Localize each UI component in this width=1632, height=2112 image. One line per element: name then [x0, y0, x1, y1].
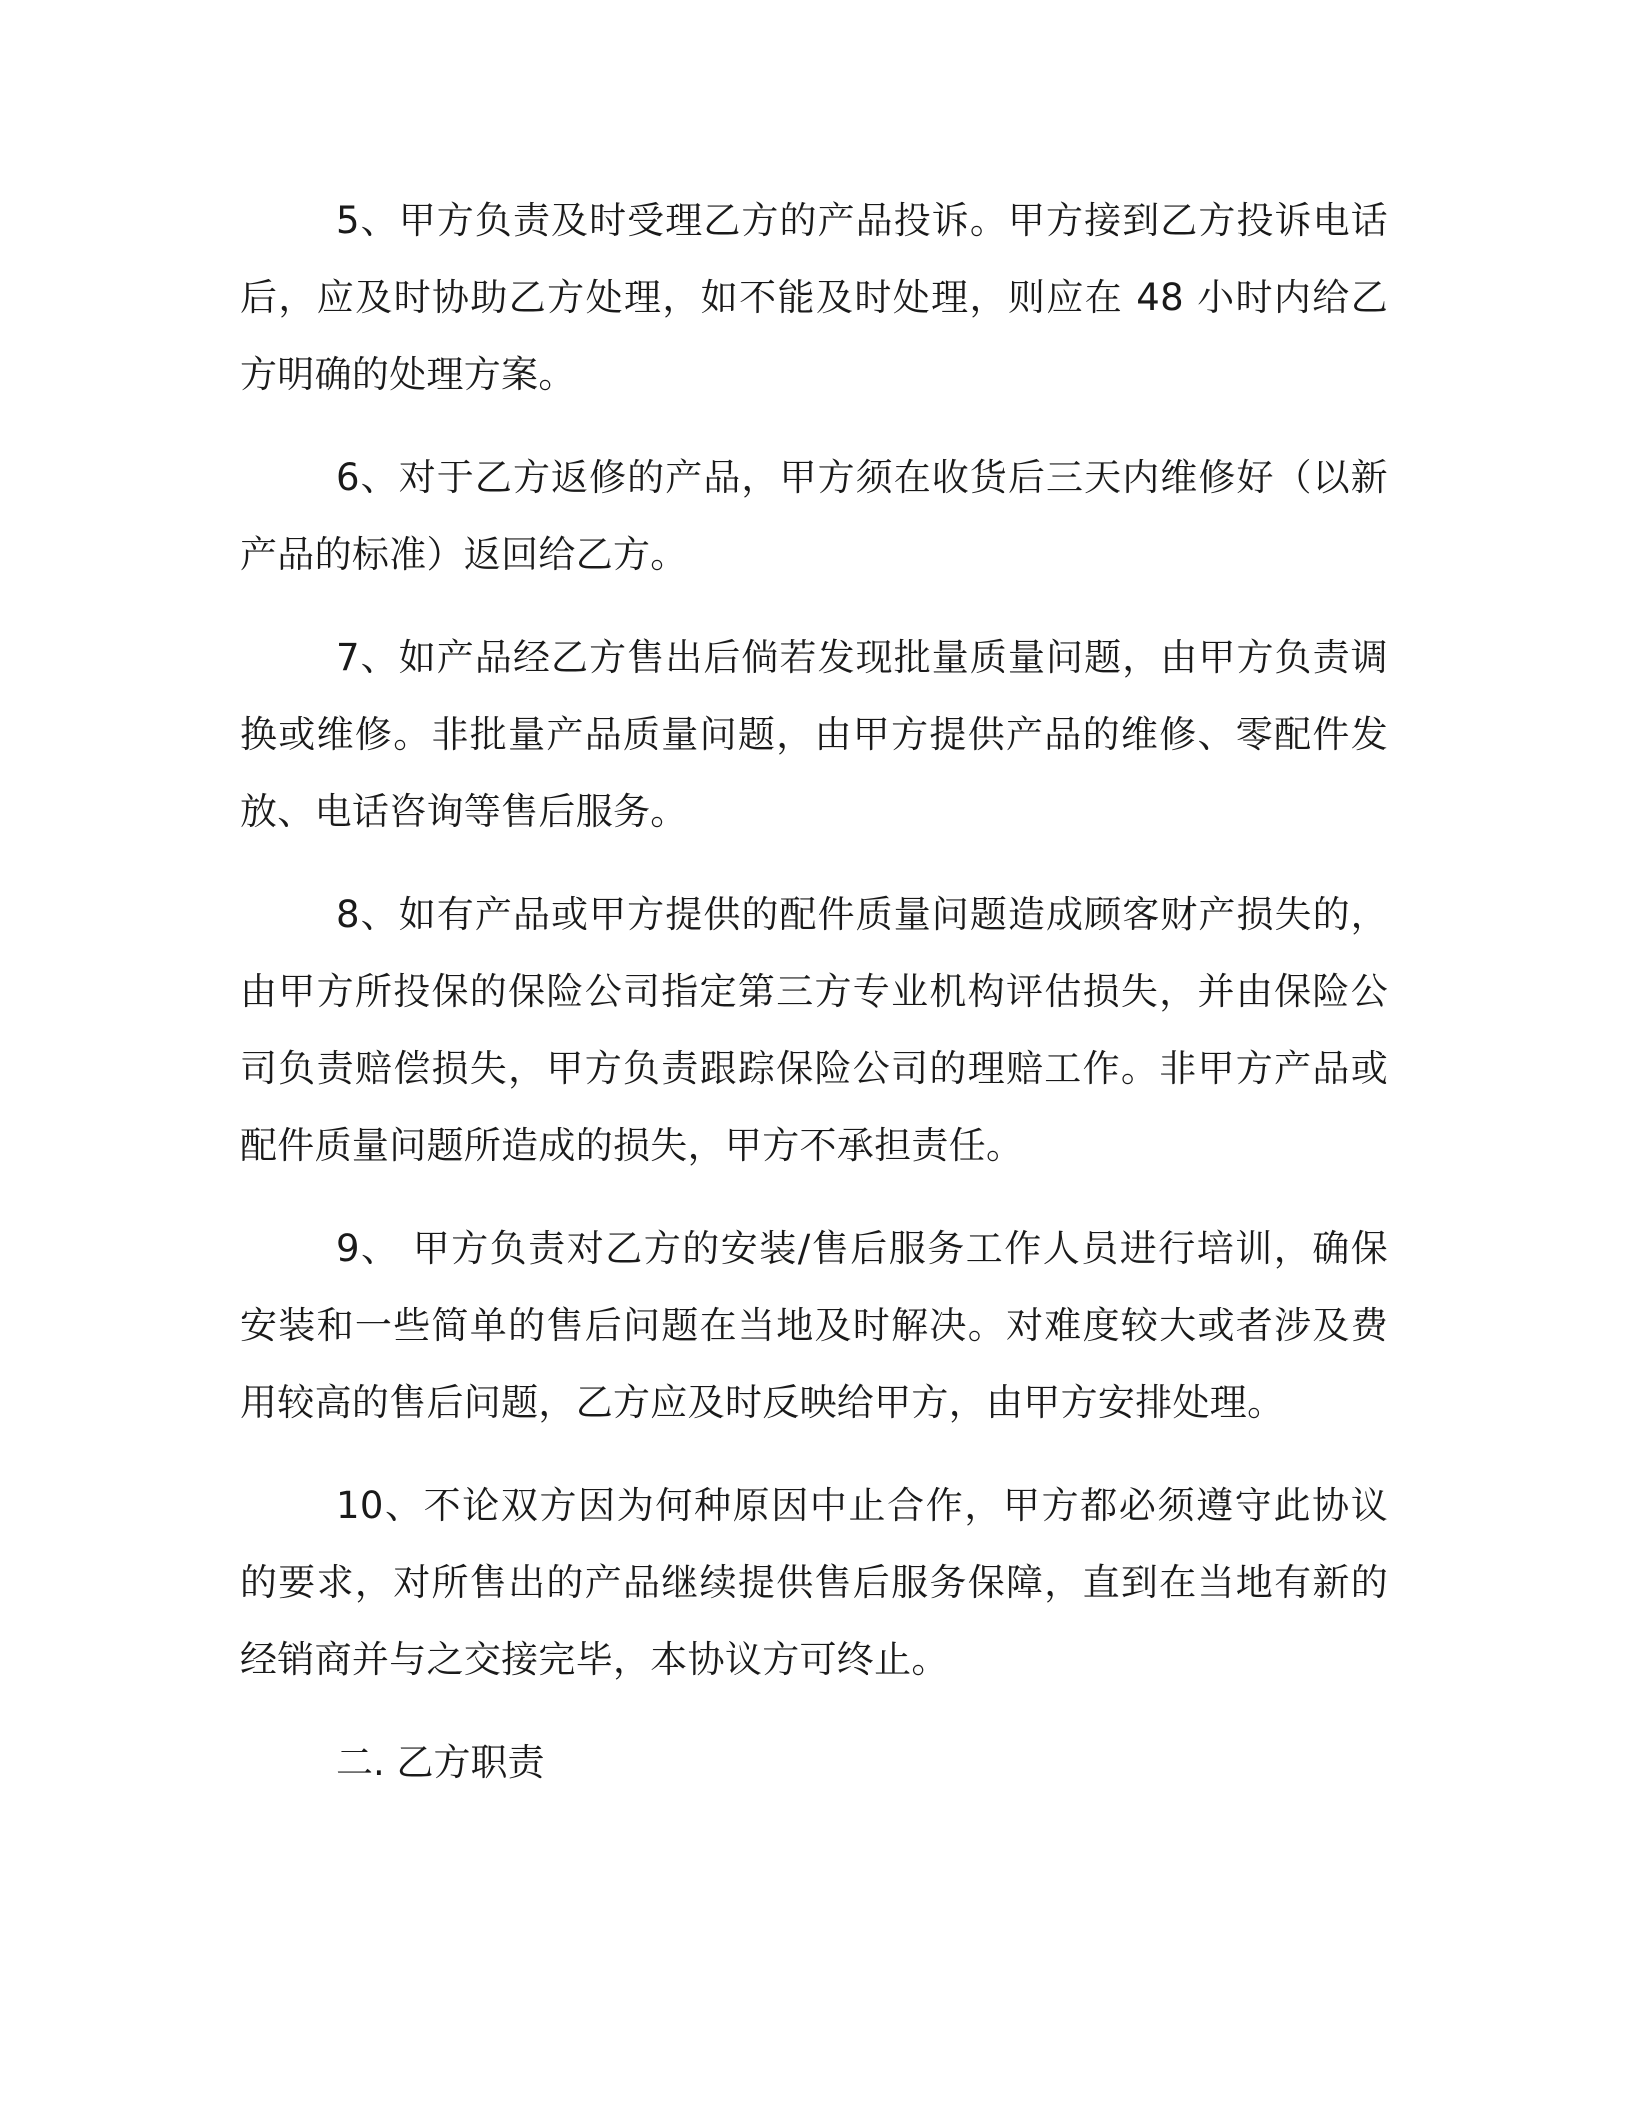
clause-5: 5、甲方负责及时受理乙方的产品投诉。甲方接到乙方投诉电话后，应及时协助乙方处理，如不能及时处理，则应在 48 小时内给乙方明确的处理方案。 [240, 199, 1388, 396]
clause-6: 6、对于乙方返修的产品，甲方须在收货后三天内维修好（以新产品的标准）返回给乙方。 [240, 456, 1388, 576]
clause-9: 9、 甲方负责对乙方的安装/售后服务工作人员进行培训，确保安装和一些简单的售后问题在当地及时解决。对难度较大或者涉及费用较高的售后问题，乙方应及时反映给甲方，由甲方安排处理。 [240, 1227, 1388, 1424]
document-body [240, 182, 1388, 1801]
section-heading: 二. 乙方职责 [336, 1741, 545, 1784]
clause-10: 10、不论双方因为何种原因中止合作，甲方都必须遵守此协议的要求，对所售出的产品继续提供售后服务保障，直到在当地有新的经销商并与之交接完毕，本协议方可终止。 [240, 1484, 1388, 1681]
clause-8: 8、如有产品或甲方提供的配件质量问题造成顾客财产损失的，由甲方所投保的保险公司指定第三方专业机构评估损失，并由保险公司负责赔偿损失，甲方负责跟踪保险公司的理赔工作。非甲方产品或配件质量问题所造成的损失，甲方不承担责任。 [240, 893, 1388, 1167]
clause-7: 7、如产品经乙方售出后倘若发现批量质量问题，由甲方负责调换或维修。非批量产品质量问题，由甲方提供产品的维修、零配件发放、电话咨询等售后服务。 [240, 636, 1388, 833]
